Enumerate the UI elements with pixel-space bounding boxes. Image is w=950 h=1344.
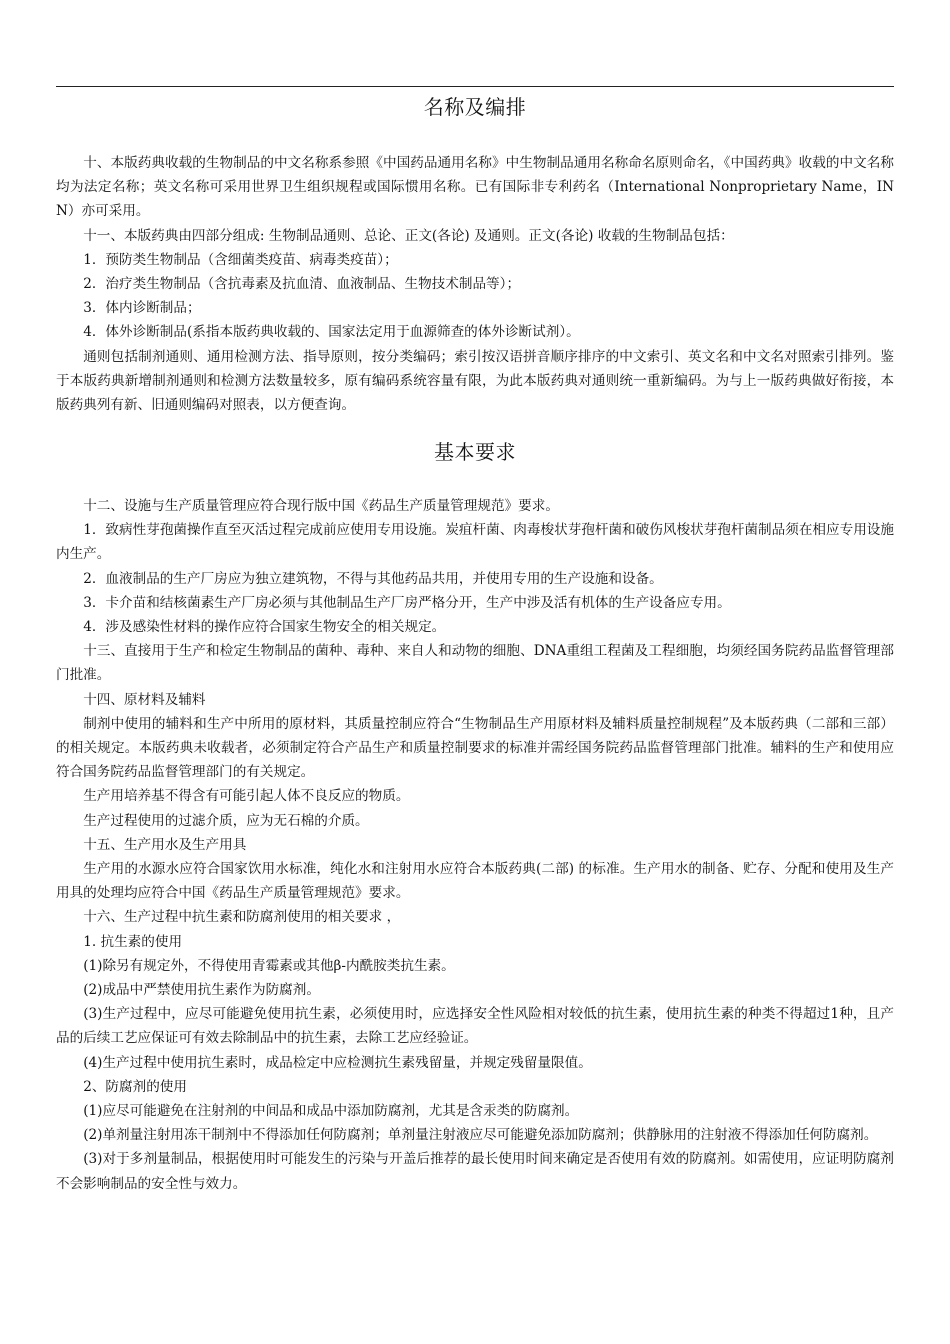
list-item: (2)成品中严禁使用抗生素作为防腐剂。 [83,982,320,999]
section-title: 名称及编排 [423,95,527,119]
paragraph: 生产用培养基不得含有可能引起人体不良反应的物质。 [83,788,410,805]
list-item: 2．治疗类生物制品（含抗毒素及抗血清、血液制品、生物技术制品等）； [83,276,521,293]
list-item: 2．血液制品的生产厂房应为独立建筑物，不得与其他药品共用，并使用专用的生产设施和设备。 [83,570,663,587]
subheading: 2、防腐剂的使用 [83,1078,187,1095]
list-item: 4．涉及感染性材料的操作应符合国家生物安全的相关规定。 [83,619,446,636]
paragraph: 十三、直接用于生产和检定生物制品的菌种、毒种、来自人和动物的细胞、DNA重组工程菌及工程细胞，均须经国务院药品监督管理部门批准。 [56,643,894,684]
subheading: 1. 抗生素的使用 [83,933,183,950]
list-item: 3．体内诊断制品； [83,300,201,317]
header-rule [56,86,894,87]
paragraph: 生产用的水源水应符合国家饮用水标准，纯化水和注射用水应符合本版药典(二部) 的标准。生产用水的制备、贮存、分配和使用及生产用具的处理均应符合中国《药品生产质量管理规范》要求。 [56,861,894,902]
section-title: 基本要求 [434,440,516,464]
list-item: 3．卡介苗和结核菌素生产厂房必须与其他制品生产厂房严格分开，生产中涉及活有机体的生产设备应专用。 [83,594,731,611]
paragraph: 十一、本版药典由四部分组成: 生物制品通则、总论、正文(各论) 及通则。正文(各论) 收载的生物制品包括： [83,227,734,244]
subheading: 十五、生产用水及生产用具 [83,836,247,853]
list-item: 4．体外诊断制品(系指本版药典收载的、国家法定用于血源筛查的体外诊断试剂）。 [83,324,580,341]
paragraph: 制剂中使用的辅料和生产中所用的原材料，其质量控制应符合“生物制品生产用原材料及辅料质量控制规程”及本版药典（二部和三部）的相关规定。本版药典未收载者，必须制定符合产品生产和质量控制要求的标准并需经国务院药品监督管理部门批准。辅料的生产和使用应符合国务院药品监督管理部门的有关规定。 [56,715,894,781]
list-item: 1．致病性芽孢菌操作直至灭活过程完成前应使用专用设施。炭疽杆菌、肉毒梭状芽孢杆菌和破伤风梭状芽孢杆菌制品须在相应专用设施内生产。 [56,522,894,563]
paragraph: 十、本版药典收载的生物制品的中文名称系参照《中国药品通用名称》中生物制品通用名称命名原则命名，《中国药典》收载的中文名称均为法定名称；英文名称可采用世界卫生组织规程或国际惯用名称。已有国际非专利药名（International Nonproprietary Name，INN）亦可采用。 [56,155,894,220]
list-item: (1)应尽可能避免在注射剂的中间品和成品中添加防腐剂，尤其是含汞类的防腐剂。 [83,1103,579,1120]
paragraph: 通则包括制剂通则、通用检测方法、指导原则，按分类编码；索引按汉语拼音顺序排序的中文索引、英文名和中文名对照索引排列。鉴于本版药典新增制剂通则和检测方法数量较多，原有编码系统容量有限，为此本版药典对通则统一重新编码。为与上一版药典做好衔接，本版药典列有新、旧通则编码对照表，以方便查询。 [56,348,894,414]
list-item: (4)生产过程中使用抗生素时，成品检定中应检测抗生素残留量，并规定残留量限值。 [83,1054,592,1071]
subheading: 十四、原材料及辅料 [83,691,206,708]
list-item: (2)单剂量注射用冻干制剂中不得添加任何防腐剂；单剂量注射液应尽可能避免添加防腐剂；供静脉用的注射液不得添加任何防腐剂。 [83,1127,878,1144]
section-naming [56,93,894,417]
list-item: (1)除另有规定外，不得使用青霉素或其他β-内酰胺类抗生素。 [83,957,455,974]
list-item: (3)生产过程中，应尽可能避免使用抗生素，必须使用时，应选择安全性风险相对较低的抗生素，使用抗生素的种类不得超过1种，且产品的后续工艺应保证可有效去除制品中的抗生素，去除工艺应经验证。 [56,1006,894,1047]
list-item: 1．预防类生物制品（含细菌类疫苗、病毒类疫苗）； [83,251,398,268]
list-item: (3)对于多剂量制品，根据使用时可能发生的污染与开盖后推荐的最长使用时间来确定是否使用有效的防腐剂。如需使用，应证明防腐剂不会影响制品的安全性与效力。 [56,1151,894,1192]
section-basic-requirements [56,438,894,1196]
paragraph: 十二、设施与生产质量管理应符合现行版中国《药品生产质量管理规范》要求。 [83,498,559,514]
paragraph: 生产过程使用的过滤介质，应为无石棉的介质。 [83,812,369,829]
subheading: 十六、生产过程中抗生素和防腐剂使用的相关要求 ， [83,909,401,926]
